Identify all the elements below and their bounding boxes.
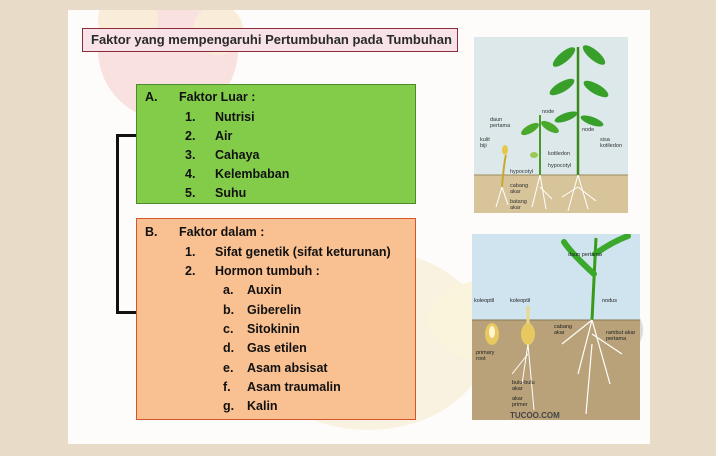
svg-text:hypocotyl: hypocotyl <box>548 163 572 169</box>
dicot-germination-illustration <box>474 37 628 213</box>
svg-text:koleoptil: koleoptil <box>510 298 531 304</box>
dicot-germination-diagram <box>474 37 628 213</box>
svg-text:cabang: cabang <box>510 183 529 189</box>
svg-text:sisa: sisa <box>600 137 610 143</box>
svg-text:akar: akar <box>554 330 565 336</box>
svg-text:batang: batang <box>510 199 527 205</box>
svg-text:node: node <box>542 109 555 115</box>
svg-text:akar: akar <box>512 386 523 392</box>
svg-text:kotiledon: kotiledon <box>600 143 623 149</box>
slide-title: Faktor yang mempengaruhi Pertumbuhan pada Tumbuhan <box>82 28 458 52</box>
svg-text:biji: biji <box>480 143 487 149</box>
monocot-germination-diagram <box>472 234 640 420</box>
svg-text:pertama: pertama <box>490 123 511 129</box>
svg-text:cabang: cabang <box>554 324 573 330</box>
svg-text:rambut akar: rambut akar <box>606 330 636 336</box>
faktor-dalam-letter: B. <box>145 225 158 239</box>
svg-text:akar: akar <box>510 189 521 195</box>
faktor-dalam-heading: Faktor dalam : <box>179 225 265 239</box>
svg-text:node: node <box>582 127 595 133</box>
svg-text:daun: daun <box>490 117 503 123</box>
svg-text:koleoptil: koleoptil <box>474 298 495 304</box>
svg-text:primary: primary <box>476 350 495 356</box>
svg-text:nodus: nodus <box>602 298 617 304</box>
svg-text:kulit: kulit <box>480 137 490 143</box>
monocot-germination-illustration <box>472 234 640 420</box>
svg-text:akar: akar <box>510 205 521 211</box>
svg-text:hypocotyl: hypocotyl <box>510 169 534 175</box>
tucoo-watermark: TUCOO.COM <box>510 411 560 420</box>
svg-text:pertama: pertama <box>606 336 627 342</box>
svg-text:kotiledon: kotiledon <box>548 151 571 157</box>
faktor-luar-box: A. Faktor Luar : 1. Nutrisi 2. Air 3. Cahaya 4. Kelembaban 5. Suhu <box>136 84 416 204</box>
slide <box>68 10 650 444</box>
svg-text:daun pertama: daun pertama <box>568 252 602 258</box>
svg-text:primer: primer <box>512 402 528 408</box>
svg-text:akar: akar <box>512 396 523 402</box>
faktor-luar-letter: A. <box>145 90 158 104</box>
svg-text:bulu-bulu: bulu-bulu <box>512 380 535 386</box>
faktor-luar-heading: Faktor Luar : <box>179 90 256 104</box>
svg-text:root: root <box>476 356 486 362</box>
faktor-dalam-box: B. Faktor dalam : 1. Sifat genetik (sifat keturunan) 2. Hormon tumbuh : a. Auxin b. Giberelin c. Sitokinin d. Gas etilen e. Asam absisat f. Asam traumalin g. Kalin <box>136 218 416 420</box>
